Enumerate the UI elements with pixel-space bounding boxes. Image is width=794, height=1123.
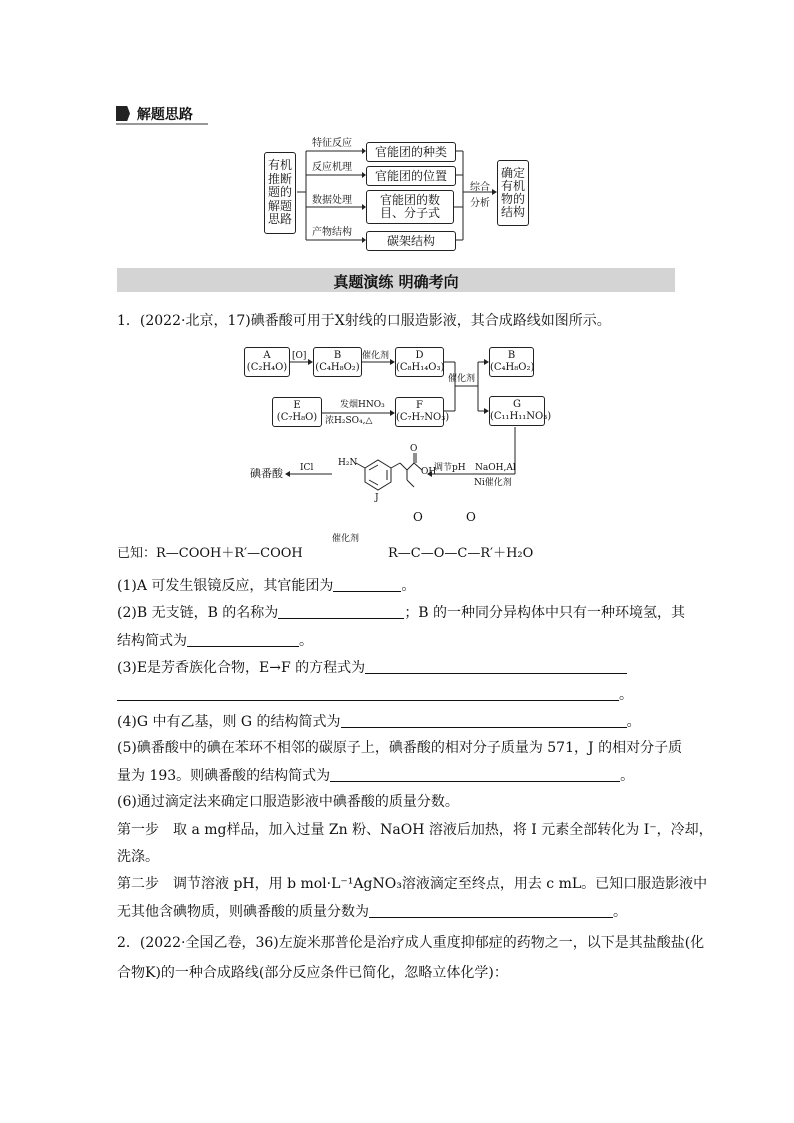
- q1-part4: (4)G 中有乙基，则 G 的结构简式为 。: [117, 714, 641, 730]
- q1-step2: 第二步 调节溶液 pH，用 b mol·L⁻¹AgNO₃溶液滴定至终点，用去 c mL。已知口服造影液中: [117, 876, 708, 892]
- compound-A: A (C₂H₄O): [244, 347, 290, 377]
- label-nitration-2: 浓H₂SO₄,△: [325, 416, 373, 426]
- flow-box-2: 官能团的位置: [366, 166, 456, 186]
- known-reactants: 已知：R—COOH＋R′—COOH: [117, 546, 303, 561]
- flow-box-1: 官能团的种类: [366, 142, 456, 162]
- answer-blank-2a[interactable]: [278, 604, 404, 619]
- label-catalyst-1: 催化剂: [362, 351, 390, 361]
- q1-step2-cont: 无其他含碘物质，则碘番酸的质量分数为 。: [117, 904, 627, 920]
- q1-part3: (3)E是芳香族化合物，E→F 的方程式为: [117, 659, 627, 676]
- q1-part5-cont: 量为 193。则碘番酸的结构简式为 。: [117, 768, 635, 784]
- J-carbonyl-label: O: [410, 444, 418, 454]
- compound-B: B (C₄H₈O₂): [313, 347, 362, 377]
- J-hydroxyl-label: OH: [421, 467, 437, 477]
- q1-part1: (1)A 可发生银镜反应，其官能团为 。: [117, 578, 416, 594]
- q1-part2-cont: 结构简式为 。: [117, 633, 313, 649]
- compound-G: G (C₁₁H₁₁NO₃): [489, 396, 545, 426]
- answer-blank-2b[interactable]: [187, 632, 299, 647]
- flow-label-3: 数据处理: [312, 195, 352, 206]
- flow-box-4: 碳架结构: [366, 231, 456, 251]
- answer-blank-5[interactable]: [330, 767, 620, 782]
- label-oxidation: [O]: [292, 351, 307, 361]
- compound-B-branch: B (C₄H₈O₂): [489, 347, 534, 377]
- J-label: J: [375, 493, 379, 503]
- flow-label-1: 特征反应: [312, 138, 352, 149]
- flow-box-3: 官能团的数目、分子式: [366, 190, 454, 224]
- q1-step1-cont: 洗涤。: [117, 849, 159, 865]
- q2-line2: 合物K)的一种合成路线(部分反应条件已简化，忽略立体化学)：: [117, 965, 508, 981]
- q2-line1: 2．(2022·全国乙卷，36)左旋米那普伦是治疗成人重度抑郁症的药物之一，以下是其盐酸盐(化: [117, 935, 705, 951]
- answer-blank-3b[interactable]: [117, 686, 619, 701]
- section-title: 解题思路: [136, 107, 193, 123]
- q1-part6: (6)通过滴定法来确定口服造影液中碘番酸的质量分数。: [117, 794, 459, 810]
- flow-label-2: 反应机理: [312, 162, 352, 173]
- q1-part2: (2)B 无支链，B 的名称为 ；B 的一种同分异构体中只有一种环境氢，其: [117, 605, 686, 621]
- known-carbonyl-o-1: O: [413, 510, 423, 524]
- section-banner: 真题演练 明确考向: [117, 268, 675, 292]
- product-name: 碘番酸: [250, 467, 283, 480]
- q1-step1: 第一步 取 a mg样品，加入过量 Zn 粉、NaOH 溶液后加热，将 I 元素全部转化为 I⁻，冷却，: [117, 822, 713, 838]
- J-amino-label: H₂N: [338, 458, 358, 468]
- label-reduction-2: Ni催化剂: [474, 478, 512, 488]
- flow-start-box: 有机推断题的解题思路: [264, 152, 296, 234]
- known-products: R—C—O—C—R′＋H₂O: [388, 546, 534, 561]
- label-reduction-1: NaOH,Al: [475, 463, 516, 473]
- compound-D: D (C₈H₁₄O₃): [395, 347, 444, 377]
- q1-part3-cont: 。: [117, 686, 633, 703]
- known-reaction: [117, 546, 303, 562]
- answer-blank-4[interactable]: [341, 713, 627, 728]
- known-carbonyl-o-2: O: [466, 510, 476, 524]
- flow-label-4: 产物结构: [312, 227, 352, 238]
- label-ph: 调节pH: [434, 463, 466, 473]
- label-nitration-1: 发烟HNO₃: [340, 400, 385, 410]
- flow-result-box: 确定有机物的结构: [497, 160, 529, 226]
- q1-part5: (5)碘番酸中的碘在苯环不相邻的碳原子上，碘番酸的相对分子质量为 571，J 的相对分子质: [117, 740, 683, 756]
- label-icl: ICl: [300, 463, 314, 473]
- compound-E: E (C₇H₈O): [272, 397, 322, 427]
- label-catalyst-2: 催化剂: [448, 374, 476, 384]
- known-condition: 催化剂: [332, 534, 360, 544]
- answer-blank-6[interactable]: [369, 903, 613, 918]
- flow-middle-label: 综合分析: [470, 182, 490, 209]
- answer-blank-1[interactable]: [333, 577, 401, 592]
- compound-F: F (C₇H₇NO₃): [395, 397, 444, 427]
- answer-blank-3[interactable]: [365, 659, 627, 674]
- q1-intro: 1．(2022·北京，17)碘番酸可用于X射线的口服造影液，其合成路线如图所示。: [117, 313, 611, 329]
